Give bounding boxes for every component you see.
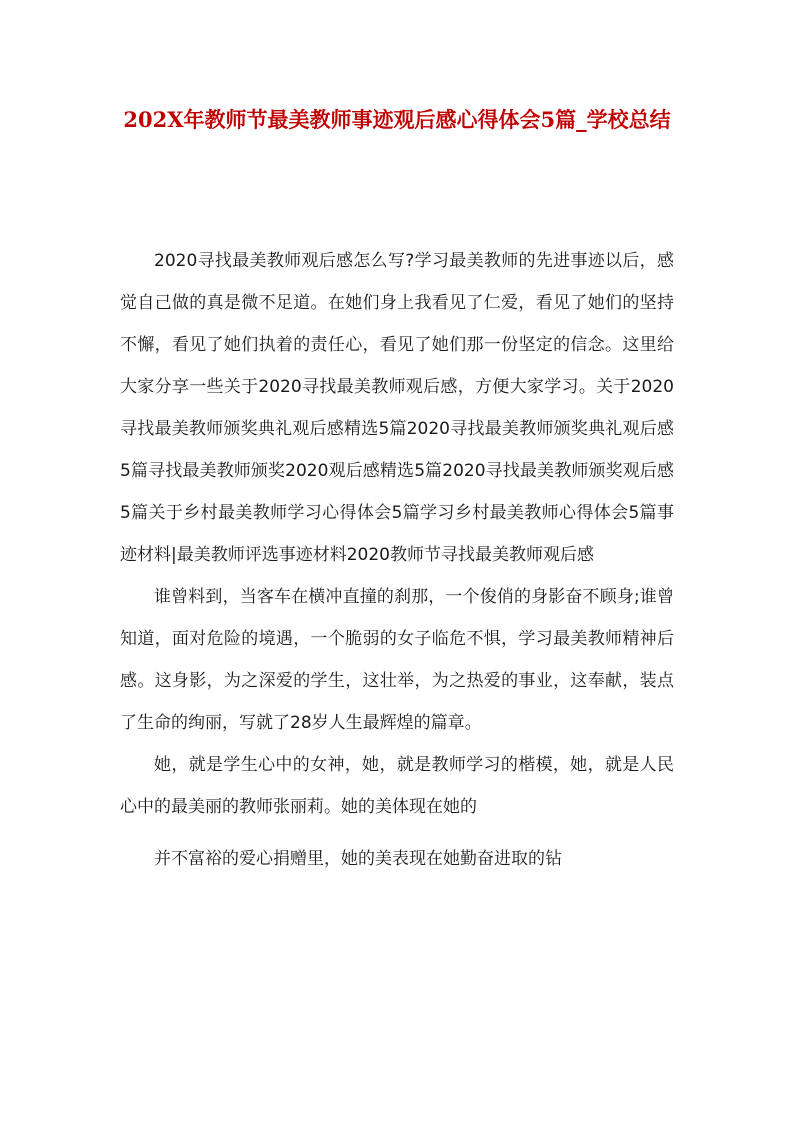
- document-body: [120, 240, 674, 880]
- paragraph-teacher: 她，就是学生心中的女神，她，就是教师学习的楷模，她，就是人民心中的最美丽的教师张丽莉。她的美体现在她的: [120, 755, 674, 817]
- paragraph-intro: 2020寻找最美教师观后感怎么写?学习最美教师的先进事迹以后，感觉自己做的真是微不足道。在她们身上我看见了仁爱，看见了她们的坚持不懈，看见了她们执着的责任心，看见了她们那一份坚定的信念。这里给大家分享一些关于2020寻找最美教师观后感，方便大家学习。关于2020寻找最美教师颁奖典礼观后感精选5篇2020寻找最美教师颁奖典礼观后感5篇寻找最美教师颁奖2020观后感精选5篇2020寻找最美教师颁奖观后感5篇关于乡村最美教师学习心得体会5篇学习乡村最美教师心得体会5篇事迹材料|最美教师评选事迹材料2020教师节寻找最美教师观后感: [120, 251, 674, 565]
- paragraph-accident: 谁曾料到，当客车在横冲直撞的刹那，一个俊俏的身影奋不顾身;谁曾知道，面对危险的境遇，一个脆弱的女子临危不惧，学习最美教师精神后感。这身影，为之深爱的学生，这壮举，为之热爱的事业，这奉献，装点了生命的绚丽，写就了28岁人生最辉煌的篇章。: [120, 587, 674, 733]
- document-title: 202X年教师节最美教师事迹观后感心得体会5篇_学校总结: [123, 107, 671, 132]
- paragraph-donation: 并不富裕的爱心捐赠里，她的美表现在她勤奋进取的钻: [154, 849, 562, 869]
